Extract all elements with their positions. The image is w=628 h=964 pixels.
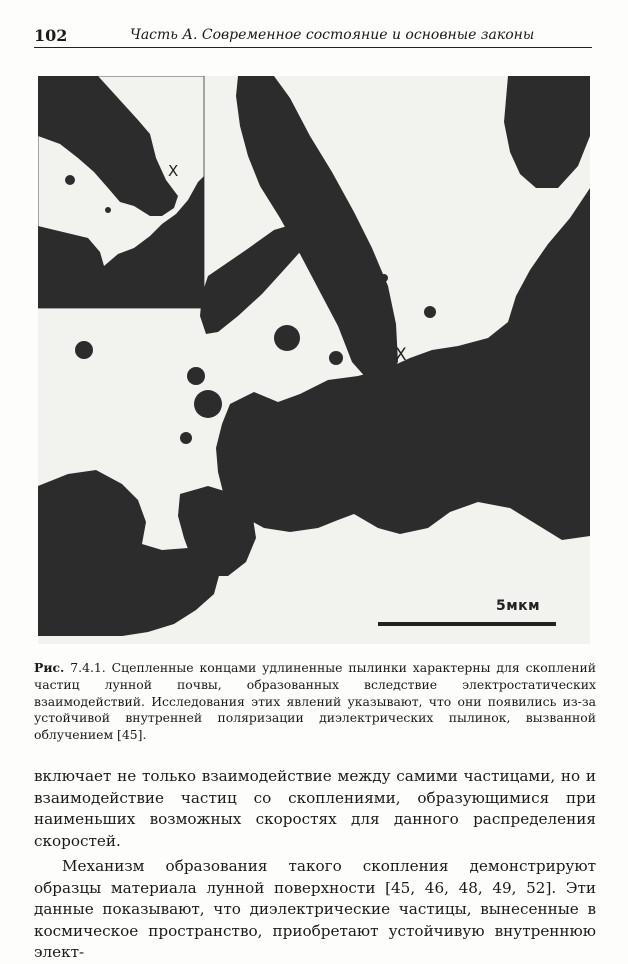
header-rule <box>34 47 592 48</box>
particle-dot <box>187 367 205 385</box>
caption-number: 7.4.1. <box>70 660 106 675</box>
caption-text: Сцепленные концами удлиненные пылинки характерны для скоплений частиц лунной почвы, образованных вследствие электростатических взаимодействий. Исследования этих явлений указывают, что они появились из-за устойчивой внутренней поляризации диэлектрических пылинок, вызванной облучением [45]. <box>34 660 596 743</box>
body-text <box>34 766 596 964</box>
inset-panel <box>38 76 204 308</box>
particle-dot <box>424 306 436 318</box>
caption-label: Рис. <box>34 660 65 675</box>
particle-dot <box>180 432 192 444</box>
particle-dot <box>274 325 300 351</box>
particle-dot <box>329 351 343 365</box>
inset-dot <box>105 207 111 213</box>
figure-caption <box>34 660 596 744</box>
particle-dot <box>194 390 222 418</box>
particle-dot <box>380 274 388 282</box>
junction-marker-main: X <box>395 345 407 365</box>
body-paragraph: Механизм образования такого скопления демонстрируют образцы материала лунной поверхности [45, 46, 48, 49, 52]. Эти данные показывают, что диэлектрические частицы, вынесенные в космическое пространство, приобретают устойчивую внутреннюю элект- <box>34 857 596 961</box>
micrograph-image <box>38 76 590 644</box>
inset-dot <box>65 175 75 185</box>
particle-dot <box>323 397 333 407</box>
particle-dot <box>75 341 93 359</box>
scale-bar <box>378 622 556 626</box>
page-header <box>34 26 592 48</box>
micrograph-figure <box>38 76 590 644</box>
page-number: 102 <box>34 26 68 45</box>
scale-bar-label: 5мкм <box>496 598 541 614</box>
body-paragraph: включает не только взаимодействие между самими частицами, но и взаимодействие частиц со скоплениями, образующимися при наименьших возможных скоростях для данного распределения скоростей. <box>34 767 596 850</box>
junction-marker-inset: X <box>168 162 179 180</box>
running-title: Часть А. Современное состояние и основные законы <box>130 27 535 43</box>
